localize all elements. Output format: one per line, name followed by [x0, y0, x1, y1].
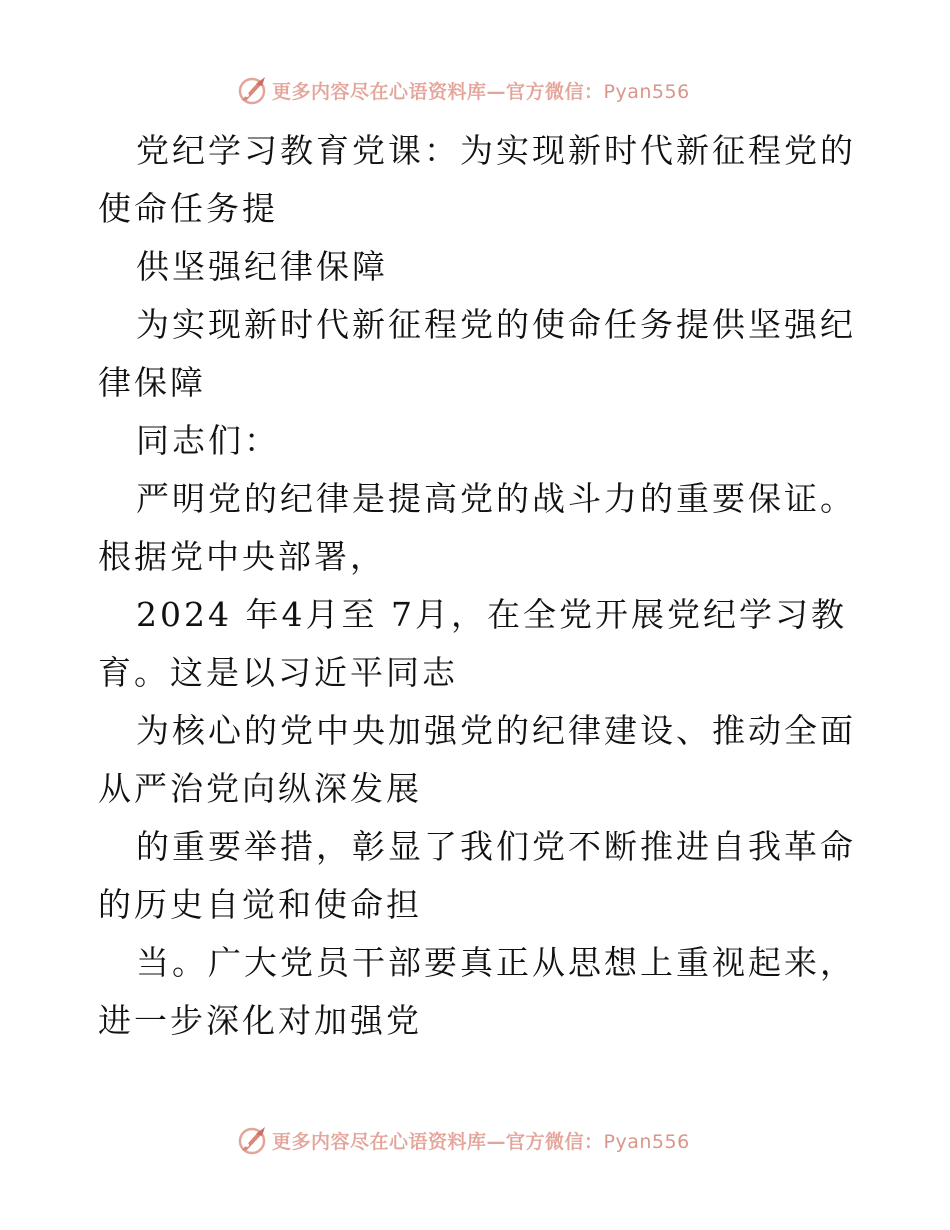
- paragraph-body-1: 严明党的纪律是提高党的战斗力的重要保证。根据党中央部署，: [98, 479, 856, 576]
- watermark-text: [272, 77, 690, 104]
- paragraph-salutation: 同志们：: [136, 421, 280, 460]
- quill-seal-logo-icon: [236, 1124, 268, 1156]
- header-watermark: [236, 73, 690, 107]
- paragraph-body-2: 2024 年4月至 7月，在全党开展党纪学习教育。这是以习近平同志: [98, 595, 847, 692]
- watermark-caption: 更多内容尽在心语资料库—官方微信：: [272, 1130, 604, 1153]
- paragraph-body-3: 为核心的党中央加强党的纪律建设、推动全面从严治党向纵深发展: [98, 711, 856, 808]
- paragraph-title: 党纪学习教育党课：为实现新时代新征程党的使命任务提: [98, 131, 856, 228]
- paragraph-title-continued: 供坚强纪律保障: [136, 247, 388, 286]
- paragraph-body-4: 的重要举措，彰显了我们党不断推进自我革命的历史自觉和使命担: [98, 827, 856, 924]
- footer-watermark: [236, 1123, 690, 1157]
- paragraph-subtitle: 为实现新时代新征程党的使命任务提供坚强纪律保障: [98, 305, 856, 402]
- watermark-caption: 更多内容尽在心语资料库—官方微信：: [272, 80, 604, 103]
- paragraph-body-5: 当。广大党员干部要真正从思想上重视起来，进一步深化对加强党: [98, 943, 856, 1040]
- watermark-text: [272, 1127, 690, 1154]
- quill-seal-logo-icon: [236, 74, 268, 106]
- watermark-wechat-id: Pyan556: [603, 1130, 690, 1153]
- document-body: [98, 122, 858, 1050]
- watermark-wechat-id: Pyan556: [603, 80, 690, 103]
